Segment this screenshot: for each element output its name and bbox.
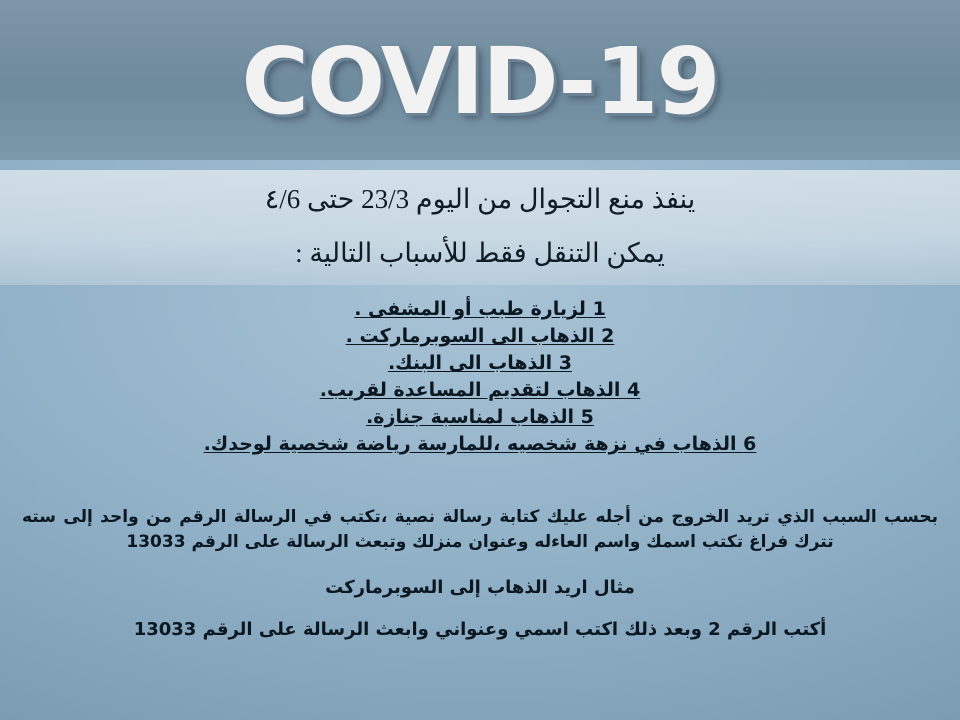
example-label: مثال اريد الذهاب إلى السوبرماركت xyxy=(325,577,635,598)
list-item: 2 الذهاب الى السوبرماركت . xyxy=(345,325,615,347)
page-title: COVID-19 xyxy=(241,28,719,135)
list-item: 3 الذهاب الى البنك. xyxy=(387,352,573,374)
instructions-paragraph: بحسب السبب الذي تريد الخروج من أجله عليك كتابة رسالة نصية ،تكتب في الرسالة الرقم من واحد إلى سته تترك فراغ تكتب اسمك واسم العاءله وعنوان منزلك وتبعث الرسالة على الرقم 13033 xyxy=(22,507,938,552)
intro-line-curfew-dates: ينفذ منع التجوال من اليوم 23/3 حتى ٤/6 xyxy=(264,184,696,214)
example-text: أكتب الرقم 2 وبعد ذلك اكتب اسمي وعنواني وابعث الرسالة على الرقم 13033 xyxy=(133,619,827,640)
list-item: 6 الذهاب في نزهة شخصيه ،للمارسة رياضة شخصية لوحدك. xyxy=(203,433,757,455)
intro-block xyxy=(0,172,960,280)
instructions-block xyxy=(0,505,960,645)
list-item: 1 لزيارة طبب أو المشفى . xyxy=(354,298,606,320)
list-item: 4 الذهاب لتقديم المساعدة لقريب. xyxy=(319,379,641,401)
intro-line-allowed-reasons: يمكن التنقل فقط للأسباب التالية : xyxy=(295,238,665,268)
reasons-list xyxy=(0,296,960,458)
list-item: 5 الذهاب لمناسبة جنازة. xyxy=(366,406,594,428)
